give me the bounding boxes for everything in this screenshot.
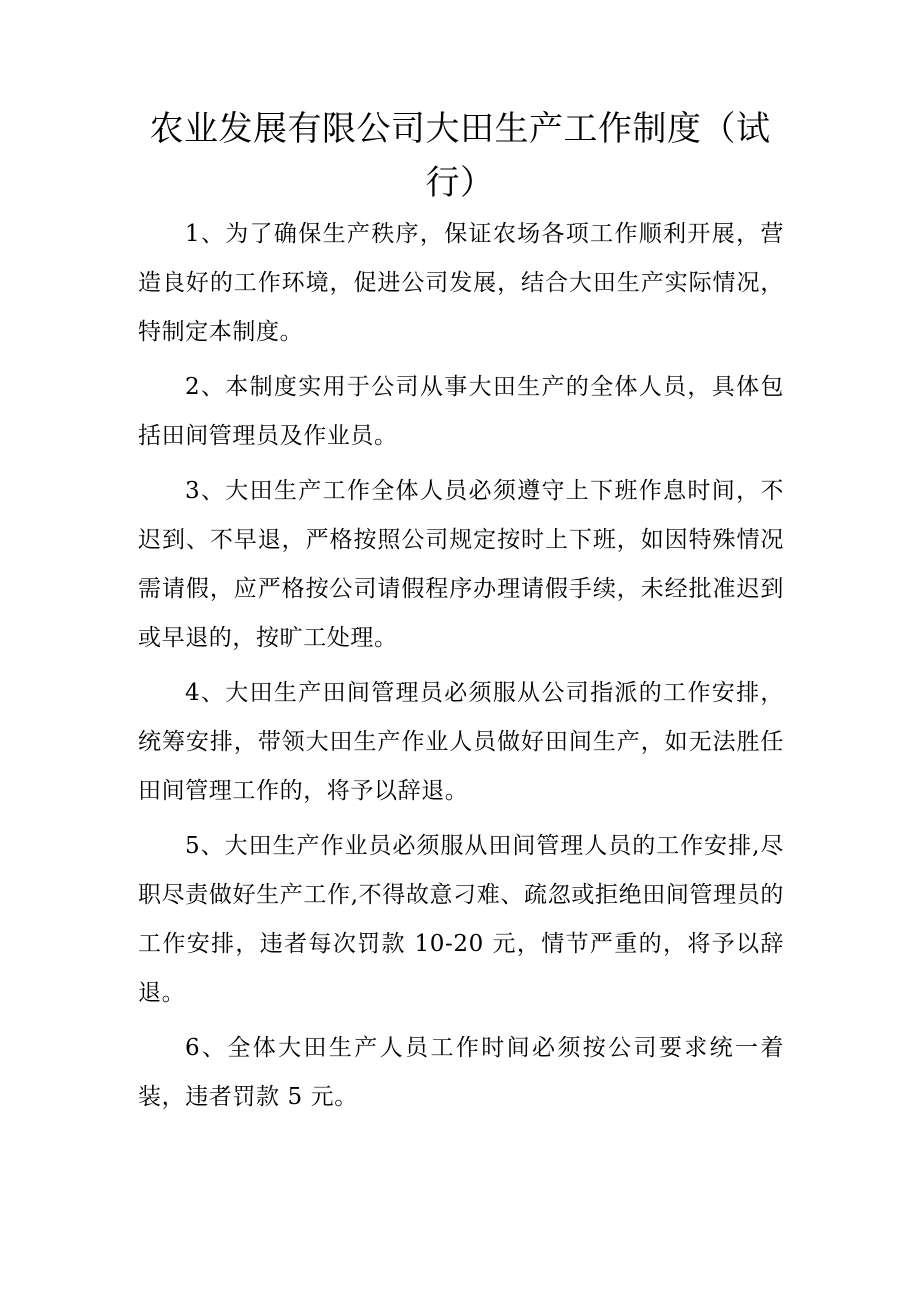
paragraph-6: 6、全体大田生产人员工作时间必须按公司要求统一着装，违者罚款 5 元。 (138, 1035, 784, 1110)
paragraph-4: 4、大田生产田间管理员必须服从公司指派的工作安排，统筹安排，带领大田生产作业人员做好田间生产，如无法胜任田间管理工作的，将予以辞退。 (138, 680, 784, 804)
paragraph-1: 1、为了确保生产秩序，保证农场各项工作顺利开展，营造良好的工作环境，促进公司发展，结合大田生产实际情况，特制定本制度。 (138, 221, 784, 345)
document-title: 农业发展有限公司大田生产工作制度（试行） (149, 109, 771, 203)
paragraph-2: 2、本制度实用于公司从事大田生产的全体人员，具体包括田间管理员及作业员。 (138, 374, 784, 449)
paragraph-3: 3、大田生产工作全体人员必须遵守上下班作息时间，不迟到、不早退，严格按照公司规定按时上下班，如因特殊情况需请假，应严格按公司请假程序办理请假手续，未经批准迟到或早退的，按旷工处理。 (138, 478, 784, 651)
paragraph-5: 5、大田生产作业员必须服从田间管理人员的工作安排,尽职尽责做好生产工作,不得故意刁难、疏忽或拒绝田间管理员的工作安排，违者每次罚款 10-20 元，情节严重的，将予以辞退。 (138, 833, 784, 1006)
document-body (138, 210, 784, 1128)
